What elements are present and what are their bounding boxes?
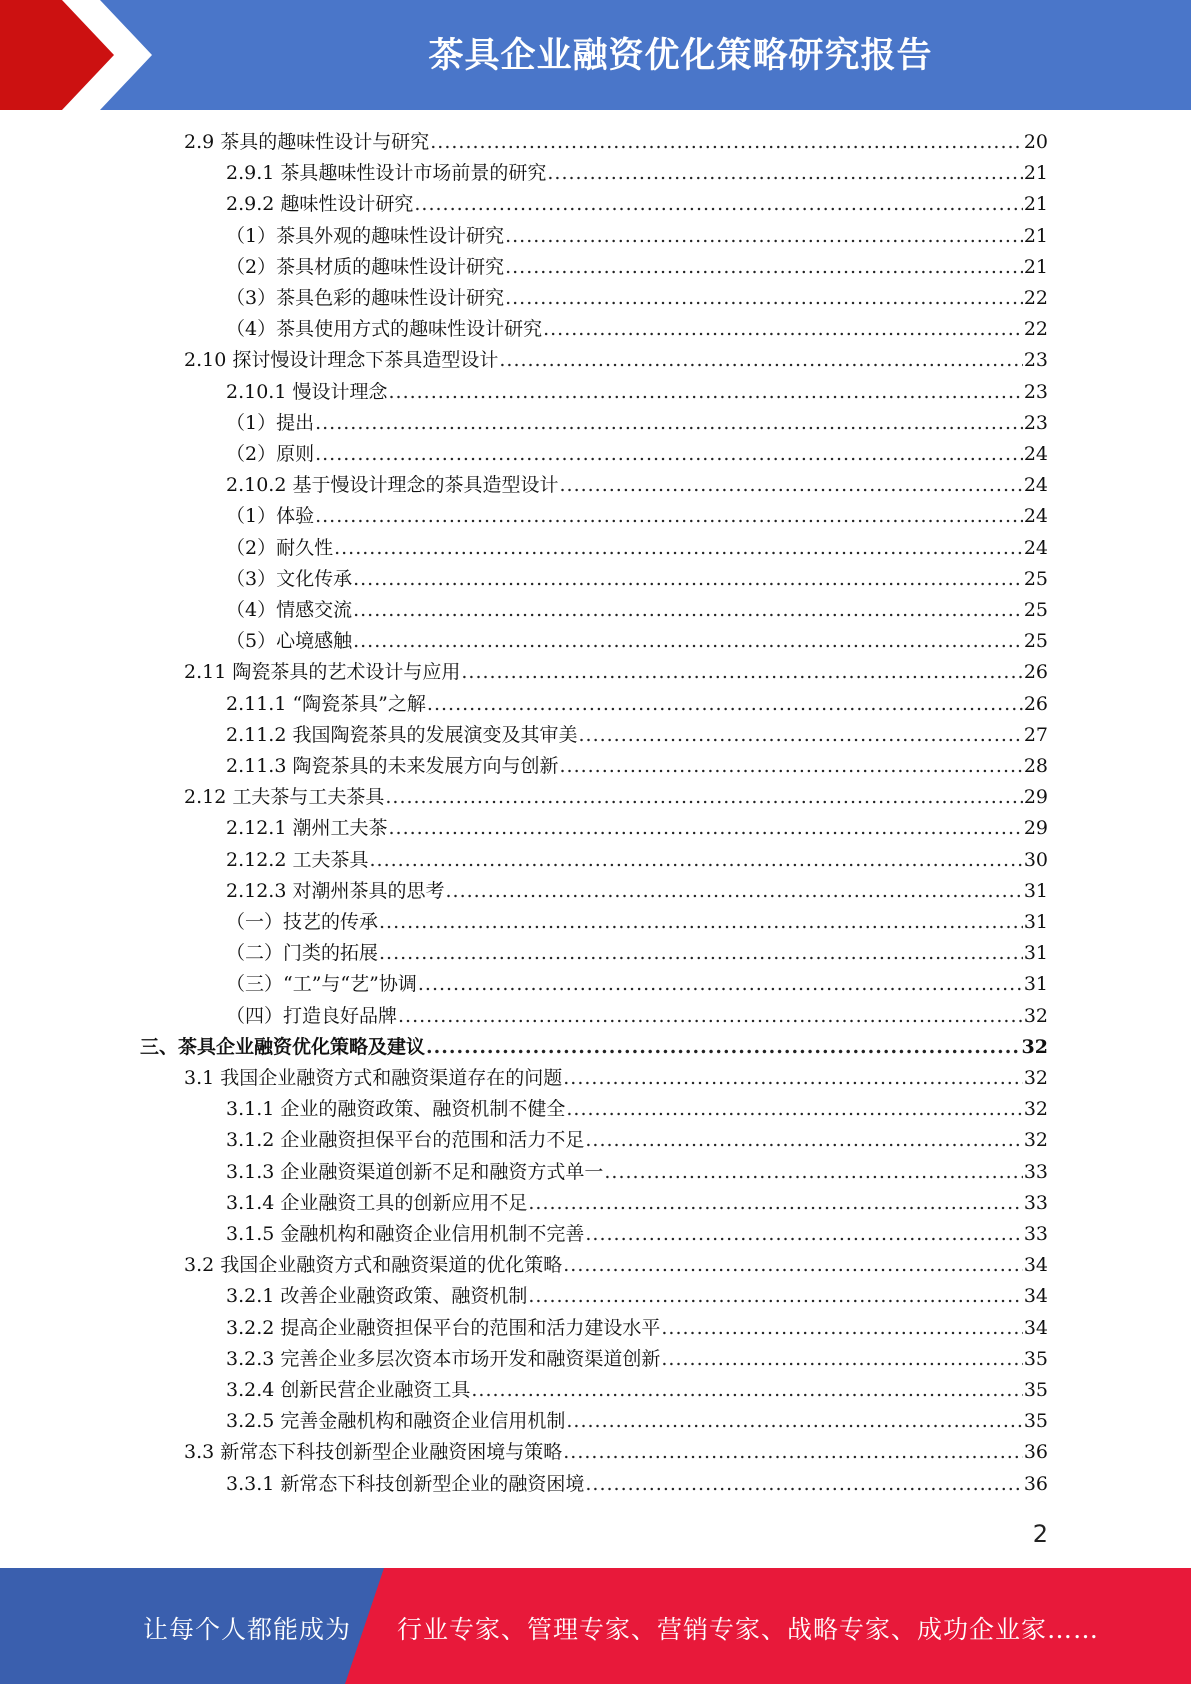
toc-entry[interactable] (226, 1344, 1048, 1375)
toc-dot-leader (315, 501, 1023, 532)
header-arrow-decoration (0, 0, 160, 110)
toc-entry-page: 22 (1023, 287, 1048, 309)
toc-dot-leader (414, 189, 1022, 220)
toc-entry-label: 2.12.2 工夫茶具 (226, 848, 369, 871)
toc-dot-leader (661, 1313, 1022, 1344)
toc-entry-label: （2）茶具材质的趣味性设计研究 (226, 255, 505, 278)
toc-dot-leader (559, 751, 1022, 782)
toc-entry-page: 32 (1021, 1035, 1048, 1058)
toc-dot-leader (543, 314, 1023, 345)
toc-dot-leader (604, 1157, 1022, 1188)
toc-entry[interactable] (226, 314, 1048, 345)
toc-entry-label: 2.11.2 我国陶瓷茶具的发展演变及其审美 (226, 723, 578, 746)
toc-entry[interactable] (226, 626, 1048, 657)
toc-entry-page: 25 (1023, 567, 1048, 590)
toc-entry-page: 36 (1023, 1472, 1048, 1495)
toc-entry-page: 35 (1023, 1379, 1048, 1401)
toc-entry-label: 三、茶具企业融资优化策略及建议 (140, 1035, 426, 1058)
page-header (0, 0, 1191, 110)
toc-entry-page: 31 (1023, 911, 1048, 933)
toc-entry-page: 25 (1023, 630, 1048, 653)
toc-entry[interactable] (184, 127, 1048, 158)
page-number: 2 (1032, 1520, 1048, 1548)
toc-entry[interactable] (226, 1157, 1048, 1188)
toc-entry-page: 34 (1023, 1316, 1048, 1339)
toc-dot-leader (563, 1063, 1023, 1094)
toc-entry-page: 29 (1023, 817, 1048, 840)
toc-entry[interactable] (226, 252, 1048, 283)
toc-dot-leader (559, 470, 1022, 501)
toc-entry-label: 2.12.1 潮州工夫茶 (226, 817, 388, 840)
toc-entry-label: 3.2.4 创新民营企业融资工具 (226, 1379, 471, 1401)
toc-dot-leader (388, 813, 1022, 844)
toc-dot-leader (505, 221, 1023, 252)
toc-dot-leader (315, 439, 1023, 470)
toc-dot-leader (385, 782, 1022, 813)
toc-dot-leader (505, 283, 1023, 314)
toc-entry-label: 2.12.3 对潮州茶具的思考 (226, 879, 445, 902)
toc-entry-page: 23 (1023, 380, 1048, 403)
toc-dot-leader (427, 689, 1023, 720)
toc-entry-label: 3.2.2 提高企业融资担保平台的范围和活力建设水平 (226, 1316, 661, 1339)
toc-entry[interactable] (226, 907, 1048, 938)
page-footer (0, 1568, 1191, 1684)
toc-entry[interactable] (184, 782, 1048, 813)
toc-entry-page: 21 (1023, 193, 1048, 216)
toc-dot-leader (430, 127, 1023, 158)
toc-entry[interactable] (226, 283, 1048, 314)
toc-entry[interactable] (226, 1375, 1048, 1406)
toc-dot-leader (426, 1032, 1021, 1063)
toc-entry-label: 2.10 探讨慢设计理念下茶具造型设计 (184, 349, 499, 372)
toc-entry[interactable] (184, 1437, 1048, 1468)
toc-entry-page: 35 (1023, 1347, 1048, 1370)
toc-entry-page: 30 (1023, 848, 1048, 871)
toc-entry-page: 31 (1023, 879, 1048, 902)
toc-entry-label: 3.1.1 企业的融资政策、融资机制不健全 (226, 1098, 566, 1121)
toc-entry[interactable] (226, 1094, 1048, 1125)
toc-entry-page: 21 (1023, 224, 1048, 247)
toc-entry-page: 24 (1023, 505, 1048, 528)
toc-dot-leader (499, 345, 1022, 376)
toc-dot-leader (353, 595, 1023, 626)
toc-dot-leader (445, 876, 1022, 907)
toc-entry-page: 33 (1023, 1223, 1048, 1245)
toc-entry-label: 2.9.1 茶具趣味性设计市场前景的研究 (226, 162, 547, 185)
toc-entry-page: 32 (1023, 1129, 1048, 1152)
toc-entry[interactable] (226, 377, 1048, 408)
toc-entry-page: 24 (1023, 536, 1048, 559)
toc-entry[interactable] (226, 969, 1048, 1000)
toc-entry-label: （1）茶具外观的趣味性设计研究 (226, 224, 505, 247)
toc-entry[interactable] (226, 189, 1048, 220)
toc-entry-label: 3.3 新常态下科技创新型企业融资困境与策略 (184, 1441, 563, 1464)
toc-entry-page: 31 (1023, 973, 1048, 996)
toc-entry[interactable] (226, 813, 1048, 844)
toc-entry[interactable] (226, 938, 1048, 969)
toc-entry-label: 2.10.2 基于慢设计理念的茶具造型设计 (226, 474, 559, 497)
toc-dot-leader (563, 1250, 1023, 1281)
toc-entry-page: 27 (1023, 723, 1048, 746)
toc-entry-page: 34 (1023, 1254, 1048, 1277)
toc-entry[interactable] (226, 876, 1048, 907)
toc-dot-leader (585, 1219, 1022, 1250)
toc-entry[interactable] (226, 751, 1048, 782)
toc-entry[interactable] (226, 564, 1048, 595)
toc-entry-label: （3）茶具色彩的趣味性设计研究 (226, 287, 505, 309)
toc-dot-leader (563, 1437, 1023, 1468)
toc-entry[interactable] (226, 501, 1048, 532)
toc-entry-page: 25 (1023, 599, 1048, 621)
toc-entry-label: （4）情感交流 (226, 599, 353, 621)
toc-dot-leader (528, 1281, 1022, 1312)
toc-entry[interactable] (226, 439, 1048, 470)
toc-entry-page: 31 (1023, 942, 1048, 965)
footer-slogan-right: 行业专家、管理专家、营销专家、战略专家、成功企业家…… (397, 1615, 1100, 1644)
toc-entry-label: （5）心境感触 (226, 630, 353, 653)
toc-dot-leader (418, 969, 1023, 1000)
toc-dot-leader (461, 657, 1022, 688)
toc-entry-label: 3.1.3 企业融资渠道创新不足和融资方式单一 (226, 1160, 604, 1183)
toc-entry[interactable] (226, 689, 1048, 720)
toc-entry-label: 2.9.2 趣味性设计研究 (226, 193, 414, 216)
toc-dot-leader (398, 1001, 1023, 1032)
toc-dot-leader (585, 1125, 1022, 1156)
toc-entry-page: 32 (1023, 1004, 1048, 1027)
toc-entry[interactable] (184, 345, 1048, 376)
toc-entry-page: 29 (1023, 786, 1048, 809)
toc-entry-label: （3）文化传承 (226, 567, 353, 590)
toc-entry[interactable] (226, 595, 1048, 626)
toc-entry-label: （2）耐久性 (226, 536, 334, 559)
toc-entry[interactable] (184, 657, 1048, 688)
toc-entry-page: 21 (1023, 162, 1048, 185)
toc-entry-page: 24 (1023, 474, 1048, 497)
toc-entry[interactable] (226, 1469, 1048, 1500)
toc-entry-page: 26 (1023, 661, 1048, 684)
toc-entry-label: 2.11.3 陶瓷茶具的未来发展方向与创新 (226, 755, 559, 777)
toc-dot-leader (585, 1469, 1022, 1500)
toc-entry-page: 26 (1023, 692, 1048, 715)
toc-entry-page: 22 (1023, 318, 1048, 341)
toc-entry-page: 28 (1023, 755, 1048, 777)
toc-entry-page: 34 (1023, 1285, 1048, 1308)
toc-dot-leader (578, 720, 1022, 751)
toc-entry-page: 36 (1023, 1441, 1048, 1464)
toc-entry-label: （二）门类的拓展 (226, 942, 379, 965)
toc-entry[interactable] (140, 1032, 1048, 1063)
toc-dot-leader (661, 1344, 1022, 1375)
toc-entry[interactable] (226, 470, 1048, 501)
toc-entry-page: 35 (1023, 1410, 1048, 1433)
toc-entry[interactable] (226, 1188, 1048, 1219)
toc-entry[interactable] (226, 158, 1048, 189)
toc-entry-label: 3.2 我国企业融资方式和融资渠道的优化策略 (184, 1254, 563, 1277)
toc-dot-leader (505, 252, 1023, 283)
toc-entry-page: 21 (1023, 255, 1048, 278)
toc-entry-page: 23 (1023, 411, 1048, 434)
toc-entry-page: 20 (1023, 131, 1048, 153)
toc-entry-page: 32 (1023, 1067, 1048, 1089)
toc-entry[interactable] (226, 1281, 1048, 1312)
toc-entry-label: 3.1.4 企业融资工具的创新应用不足 (226, 1191, 528, 1214)
footer-slogan-left: 让每个人都能成为 (143, 1615, 352, 1644)
toc-entry[interactable] (226, 1125, 1048, 1156)
toc-dot-leader (471, 1375, 1022, 1406)
document-title: 茶具企业融资优化策略研究报告 (428, 36, 933, 76)
toc-entry-label: 2.11.1 “陶瓷茶具”之解 (226, 692, 426, 715)
toc-entry[interactable] (226, 845, 1048, 876)
toc-entry-label: （四）打造良好品牌 (226, 1004, 398, 1027)
toc-entry-label: 2.12 工夫茶与工夫茶具 (184, 786, 385, 809)
toc-entry[interactable] (226, 720, 1048, 751)
toc-entry-label: 3.1.2 企业融资担保平台的范围和活力不足 (226, 1129, 585, 1152)
toc-entry-page: 32 (1023, 1098, 1048, 1121)
toc-entry-label: 2.10.1 慢设计理念 (226, 380, 388, 403)
toc-entry-label: 2.9 茶具的趣味性设计与研究 (184, 131, 430, 153)
toc-dot-leader (528, 1188, 1022, 1219)
toc-entry-label: 3.1 我国企业融资方式和融资渠道存在的问题 (184, 1067, 563, 1089)
toc-entry-page: 33 (1023, 1191, 1048, 1214)
toc-entry[interactable] (184, 1063, 1048, 1094)
toc-entry[interactable] (184, 1250, 1048, 1281)
toc-dot-leader (547, 158, 1022, 189)
toc-entry[interactable] (226, 1406, 1048, 1437)
toc-entry-page: 33 (1023, 1160, 1048, 1183)
toc-dot-leader (379, 938, 1023, 969)
toc-entry[interactable] (226, 1313, 1048, 1344)
toc-dot-leader (353, 564, 1023, 595)
toc-entry-label: 3.1.5 金融机构和融资企业信用机制不完善 (226, 1223, 585, 1245)
toc-dot-leader (315, 408, 1023, 439)
toc-entry[interactable] (226, 533, 1048, 564)
toc-dot-leader (388, 377, 1022, 408)
toc-dot-leader (334, 533, 1023, 564)
toc-dot-leader (369, 845, 1022, 876)
toc-dot-leader (566, 1406, 1022, 1437)
toc-dot-leader (353, 626, 1023, 657)
toc-entry[interactable] (226, 408, 1048, 439)
toc-entry[interactable] (226, 1001, 1048, 1032)
toc-entry-label: 3.2.1 改善企业融资政策、融资机制 (226, 1285, 528, 1308)
toc-dot-leader (379, 907, 1023, 938)
toc-entry-label: （1）提出 (226, 411, 315, 434)
toc-entry-page: 24 (1023, 443, 1048, 465)
toc-entry-label: （2）原则 (226, 443, 315, 465)
toc-entry[interactable] (226, 1219, 1048, 1250)
toc-entry[interactable] (226, 221, 1048, 252)
toc-entry-label: 3.3.1 新常态下科技创新型企业的融资困境 (226, 1472, 585, 1495)
toc-entry-label: （一）技艺的传承 (226, 911, 379, 933)
toc-entry-label: （1）体验 (226, 505, 315, 528)
toc-entry-page: 23 (1023, 349, 1048, 372)
toc-entry-label: 2.11 陶瓷茶具的艺术设计与应用 (184, 661, 461, 684)
toc-entry-label: 3.2.5 完善金融机构和融资企业信用机制 (226, 1410, 566, 1433)
toc-entry-label: 3.2.3 完善企业多层次资本市场开发和融资渠道创新 (226, 1347, 661, 1370)
toc-entry-label: （三）“工”与“艺”协调 (226, 973, 417, 996)
toc-dot-leader (566, 1094, 1022, 1125)
toc-entry-label: （4）茶具使用方式的趣味性设计研究 (226, 318, 543, 341)
